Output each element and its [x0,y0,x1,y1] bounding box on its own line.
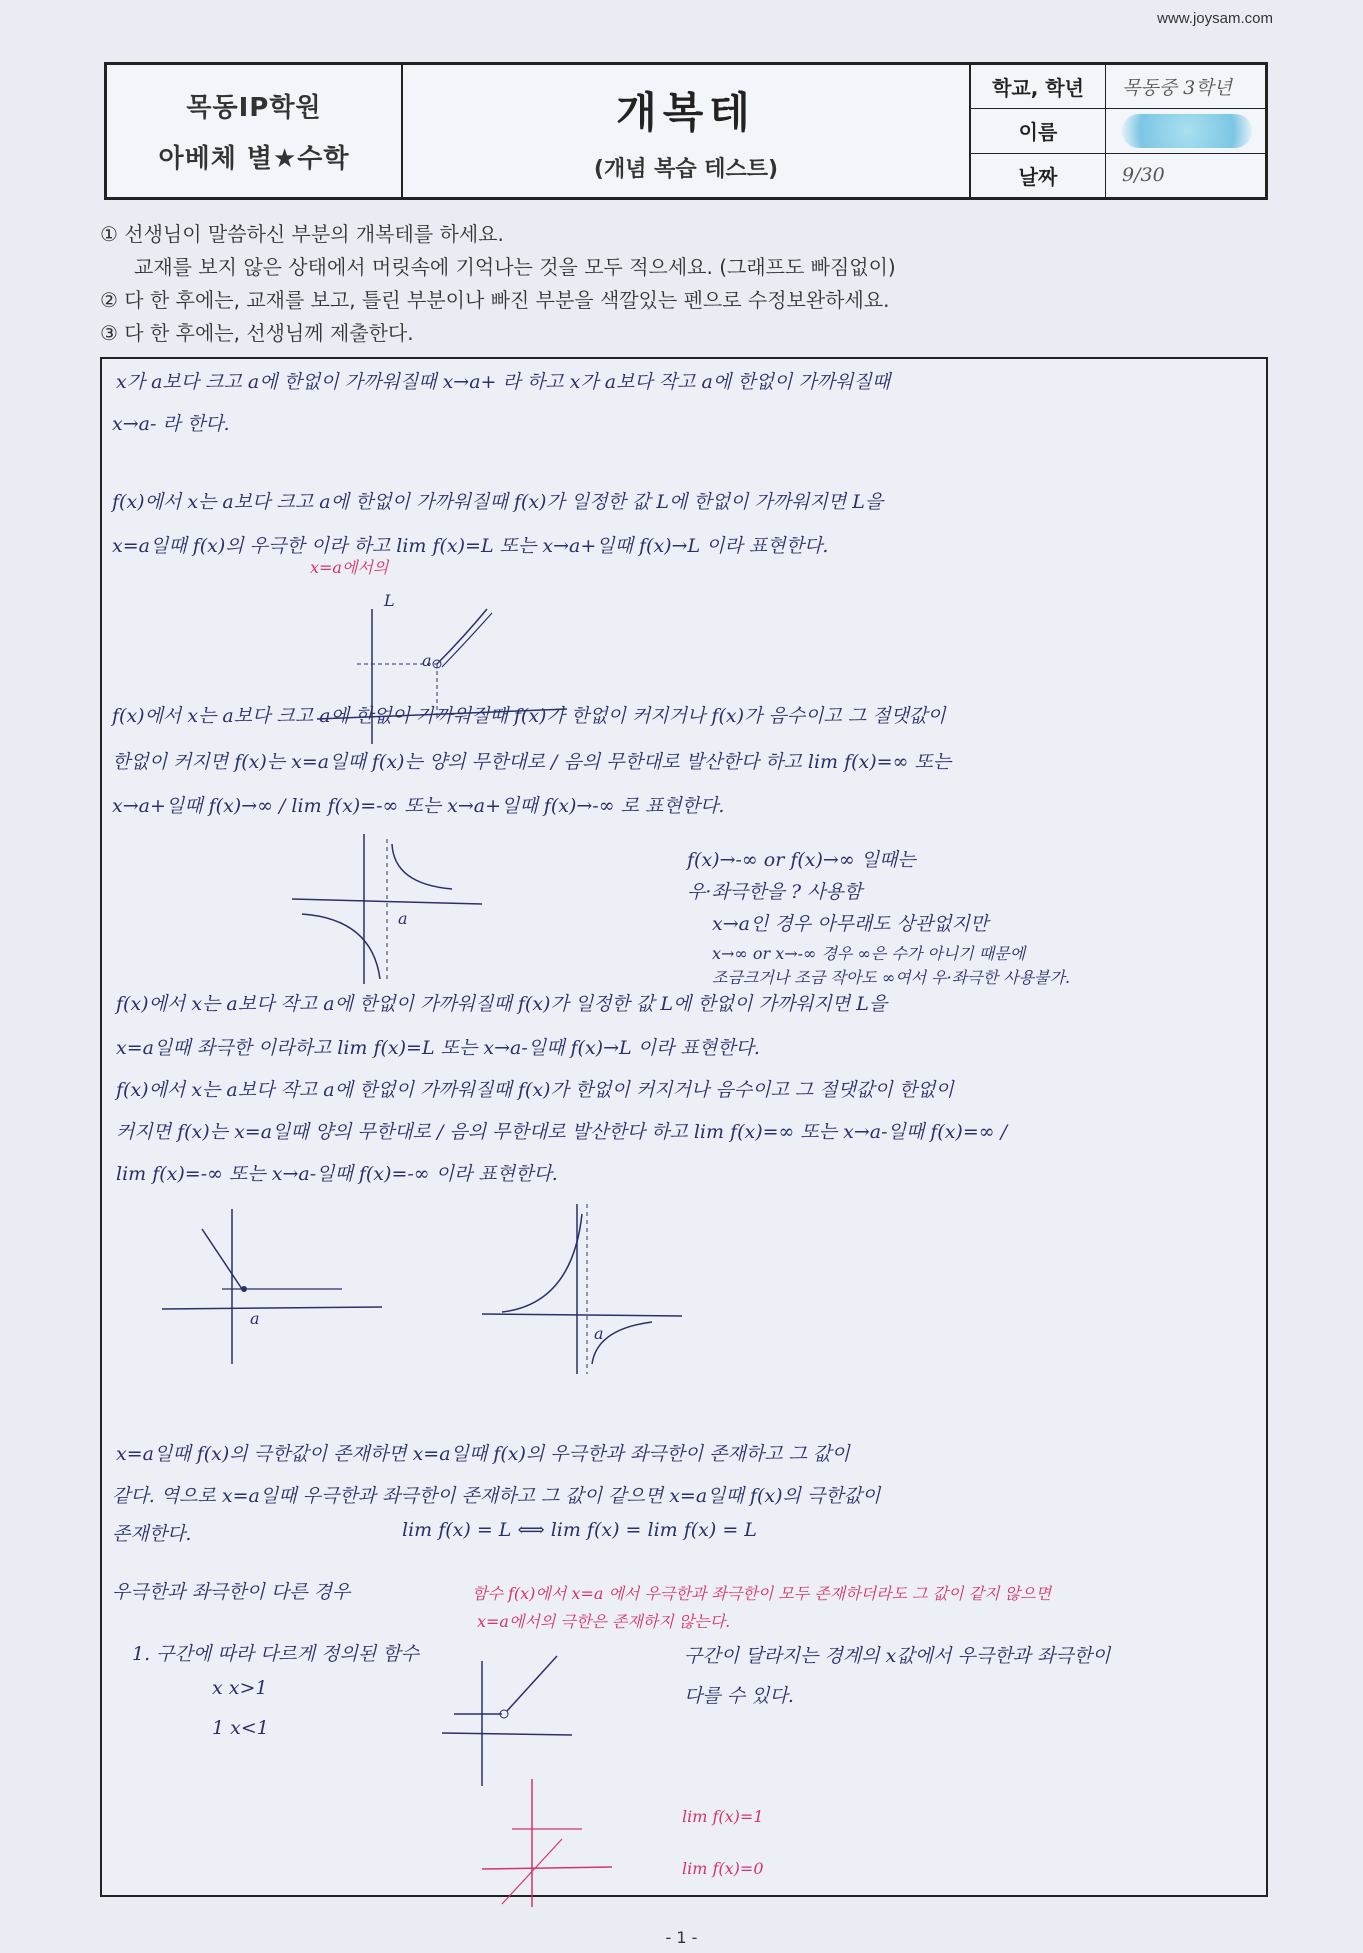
graph3-label-a: a [250,1309,260,1328]
note-line-7: x→a+일때 f(x)→∞ / lim f(x)=-∞ 또는 x→a+일때 f(x)→-∞ 로 표현한다. [112,795,725,817]
note-line-1: x가 a보다 크고 a에 한없이 가까워질때 x→a+ 라 하고 x가 a보다 작고 a에 한없이 가까워질때 [116,371,891,393]
note-red-2: 함수 f(x)에서 x=a 에서 우극한과 좌극한이 모두 존재하더라도 그 값이 같지 않으면 [472,1584,1052,1603]
graph-left-limit [162,1209,392,1369]
name-redaction-blur [1122,114,1252,148]
graph1-label-a: a [422,651,432,670]
note-line-19: 1. 구간에 따라 다르게 정의된 함수 [132,1643,419,1665]
academy-name: 목동IP학원 [186,93,322,123]
worksheet-header [104,62,1268,200]
note-line-20: x x>1 [212,1677,268,1699]
side-note-2: 우·좌극한을 ? 사용함 [687,881,863,903]
note-line-5: f(x)에서 x는 a보다 크고 a에 한없이 가까워질때 f(x)가 한없이 커지거나 f(x)가 음수이고 그 절댓값이 [112,705,946,727]
date-value: 9/30 [1122,164,1165,187]
date-label: 날짜 [971,154,1106,197]
note-line-21: 1 x<1 [212,1717,269,1739]
instructions [100,218,896,350]
note-line-14: 같다. 역으로 x=a일때 우극한과 좌극한이 존재하고 그 값이 같으면 x=a일때 f(x)의 극한값이 [112,1485,881,1507]
note-line-9: x=a일때 좌극한 이라하고 lim f(x)=L 또는 x→a-일때 f(x)→L 이라 표현한다. [116,1037,760,1059]
note-red-r1: lim f(x)=1 [682,1807,764,1826]
note-line-2: x→a- 라 한다. [112,413,230,435]
note-line-22: 구간이 달라지는 경계의 x값에서 우극한과 좌극한이 [684,1645,1111,1667]
note-line-8: f(x)에서 x는 a보다 작고 a에 한없이 가까워질때 f(x)가 일정한 값 L에 한없이 가까워지면 L을 [116,993,888,1015]
side-note-5: 조금크거나 조금 작아도 ∞여서 우·좌극한 사용불가. [712,968,1071,987]
note-line-15: 존재한다. [112,1523,192,1545]
instruction-3: ③ 다 한 후에는, 선생님께 제출한다. [100,321,414,345]
note-line-10: f(x)에서 x는 a보다 작고 a에 한없이 가까워질때 f(x)가 한없이 커지거나 음수이고 그 절댓값이 한없이 [116,1079,954,1101]
note-line-4: x=a일때 f(x)의 우극한 이라 하고 lim f(x)=L 또는 x→a+일때 f(x)→L 이라 표현한다. [112,535,829,557]
note-line-12: lim f(x)=-∞ 또는 x→a-일때 f(x)=-∞ 이라 표현한다. [116,1163,558,1185]
school-value: 목동중 3학년 [1122,77,1232,100]
note-line-3: f(x)에서 x는 a보다 크고 a에 한없이 가까워질때 f(x)가 일정한 값 L에 한없이 가까워지면 L을 [112,491,884,513]
instruction-1: ① 선생님이 말씀하신 부분의 개복테를 하세요. [100,222,504,246]
answer-box [100,357,1268,1897]
date-row [971,154,1265,197]
instruction-1b: 교재를 보지 않은 상태에서 머릿속에 기억나는 것을 모두 적으세요. (그래프도 빠짐없이) [134,255,896,279]
note-line-11: 커지면 f(x)는 x=a일때 양의 무한대로 / 음의 무한대로 발산한다 하고 lim f(x)=∞ 또는 x→a-일때 f(x)=∞ / [116,1121,1008,1143]
side-note-1: f(x)→-∞ or f(x)→∞ 일때는 [687,849,916,871]
school-label: 학교, 학년 [971,65,1106,108]
note-red-r2: lim f(x)=0 [682,1859,764,1878]
note-line-6: 한없이 커지면 f(x)는 x=a일때 f(x)는 양의 무한대로 / 음의 무한대로 발산한다 하고 lim f(x)=∞ 또는 [112,751,952,773]
graph2-label-a: a [398,909,408,928]
name-row [971,109,1265,153]
graph-piecewise [442,1651,582,1791]
graph-left-infinite-limit [482,1204,692,1379]
graph4-label-a: a [594,1324,604,1343]
note-red-1: x=a에서의 [310,558,389,577]
info-cells [971,65,1265,197]
academy-cell [107,65,403,197]
note-line-16: lim f(x) = L ⟺ lim f(x) = lim f(x) = L [402,1519,757,1541]
title-cell [403,65,971,197]
note-red-3: x=a에서의 극한은 존재하지 않는다. [477,1612,731,1631]
graph-infinite-limit [292,834,492,989]
instruction-2: ② 다 한 후에는, 교재를 보고, 틀린 부분이나 빠진 부분을 색깔있는 펜으로 수정보완하세요. [100,288,890,312]
graph1-label-L: L [384,591,395,610]
side-note-4: x→∞ or x→-∞ 경우 ∞은 수가 아니기 때문에 [712,944,1026,963]
worksheet-title: 개복테 [616,87,756,137]
note-line-13: x=a일때 f(x)의 극한값이 존재하면 x=a일때 f(x)의 우극한과 좌극한이 존재하고 그 값이 [116,1443,850,1465]
name-value [1106,109,1265,152]
worksheet-subtitle: (개념 복습 테스트) [593,156,779,182]
site-url: www.joysam.com [1157,10,1273,27]
school-row [971,65,1265,109]
name-label: 이름 [971,109,1106,152]
graph-piecewise-red [482,1779,622,1909]
class-name: 아베체 별★수학 [158,144,350,174]
note-line-17: 우극한과 좌극한이 다른 경우 [112,1581,351,1603]
side-note-3: x→a인 경우 아무래도 상관없지만 [712,913,989,935]
note-line-23: 다를 수 있다. [684,1685,794,1707]
page-number: - 1 - [665,1928,698,1947]
